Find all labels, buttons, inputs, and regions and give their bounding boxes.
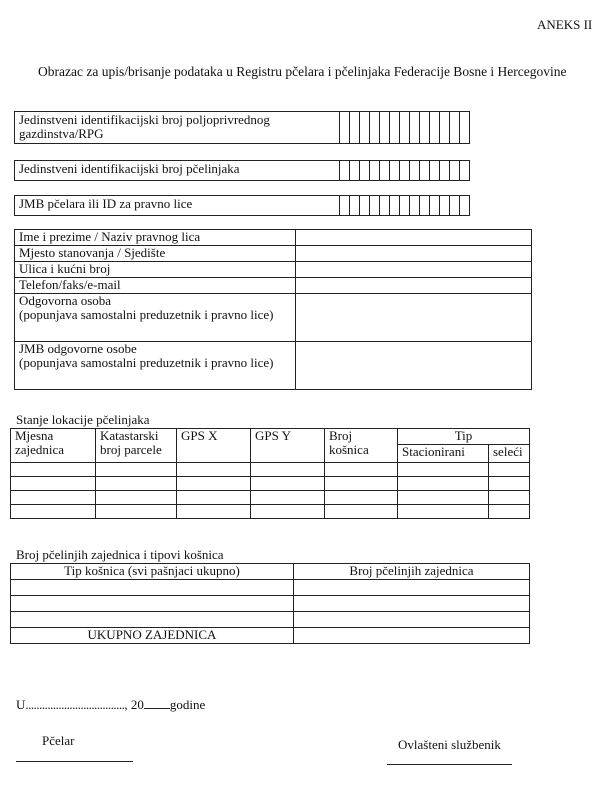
col-stacionirani: Stacionirani xyxy=(398,445,489,463)
jmb-cell[interactable] xyxy=(370,196,380,216)
jmb-cell[interactable] xyxy=(410,196,420,216)
location-section-title: Stanje lokacije pčelinjaka xyxy=(16,412,150,427)
apiary-id-cell[interactable] xyxy=(390,161,400,181)
farm-id-cell[interactable] xyxy=(460,112,470,144)
farm-id-cell[interactable] xyxy=(390,112,400,144)
location-table xyxy=(10,428,530,519)
jmb-label: JMB pčelara ili ID za pravno lice xyxy=(15,196,340,216)
beekeeper-label: Pčelar xyxy=(42,733,75,748)
farm-id-cell[interactable] xyxy=(380,112,390,144)
jmb-cell[interactable] xyxy=(350,196,360,216)
jmb-cell[interactable] xyxy=(360,196,370,216)
apiary-id-cell[interactable] xyxy=(340,161,350,181)
year-field[interactable] xyxy=(144,708,170,709)
farm-id-table xyxy=(14,111,470,144)
table-row xyxy=(11,491,530,505)
table-row xyxy=(11,580,530,596)
street-label: Ulica i kućni broj xyxy=(15,262,296,278)
place-date-line xyxy=(16,697,205,713)
jmb-cell[interactable] xyxy=(390,196,400,216)
col-gps-y: GPS Y xyxy=(251,429,325,463)
total-field[interactable] xyxy=(294,628,530,644)
form-title: Obrazac za upis/brisanje podataka u Registru pčelara i pčelinjaka Federacije Bosne i Hercegovine xyxy=(38,64,567,79)
jmb-cell[interactable] xyxy=(450,196,460,216)
jmb-cell[interactable] xyxy=(380,196,390,216)
apiary-id-table xyxy=(14,160,470,181)
residence-label: Mjesto stanovanja / Sjedište xyxy=(15,246,296,262)
col-gps-x: GPS X xyxy=(177,429,251,463)
table-row xyxy=(11,596,530,612)
total-label: UKUPNO ZAJEDNICA xyxy=(11,628,294,644)
contact-label: Telefon/faks/e-mail xyxy=(15,278,296,294)
farm-id-cell[interactable] xyxy=(350,112,360,144)
col-katastarski: Katastarski broj parcele xyxy=(96,429,177,463)
personal-info-table xyxy=(14,229,532,390)
jmb-cell[interactable] xyxy=(430,196,440,216)
apiary-id-cell[interactable] xyxy=(380,161,390,181)
jmb-cell[interactable] xyxy=(460,196,470,216)
col-colony-count: Broj pčelinjih zajednica xyxy=(294,564,530,580)
responsible-person-label: Odgovorna osoba (popunjava samostalni preduzetnik i pravno lice) xyxy=(15,294,296,342)
residence-field[interactable] xyxy=(296,246,532,262)
table-row xyxy=(11,612,530,628)
place-prefix: U xyxy=(16,697,26,712)
year-suffix: godine xyxy=(169,697,206,712)
farm-id-cell[interactable] xyxy=(440,112,450,144)
street-field[interactable] xyxy=(296,262,532,278)
apiary-id-cell[interactable] xyxy=(440,161,450,181)
table-row xyxy=(11,463,530,477)
annex-label: ANEKS II xyxy=(537,17,593,32)
apiary-id-cell[interactable] xyxy=(350,161,360,181)
farm-id-cell[interactable] xyxy=(400,112,410,144)
apiary-id-label: Jedinstveni identifikacijski broj pčelinjaka xyxy=(15,161,340,181)
official-signature-line[interactable] xyxy=(387,764,512,765)
apiary-id-cell[interactable] xyxy=(420,161,430,181)
colonies-table xyxy=(10,563,530,644)
apiary-id-cell[interactable] xyxy=(460,161,470,181)
apiary-id-cell[interactable] xyxy=(430,161,440,181)
table-row xyxy=(11,505,530,519)
farm-id-cell[interactable] xyxy=(410,112,420,144)
year-prefix: , 20 xyxy=(124,697,144,712)
name-label: Ime i prezime / Naziv pravnog lica xyxy=(15,230,296,246)
colonies-section-title: Broj pčelinjih zajednica i tipovi košnica xyxy=(16,547,224,562)
table-row xyxy=(11,477,530,491)
responsible-jmb-label: JMB odgovorne osobe (popunjava samostalni preduzetnik i pravno lice) xyxy=(15,342,296,390)
jmb-cell[interactable] xyxy=(400,196,410,216)
official-label: Ovlašteni službenik xyxy=(398,737,501,752)
farm-id-cell[interactable] xyxy=(360,112,370,144)
name-field[interactable] xyxy=(296,230,532,246)
apiary-id-cell[interactable] xyxy=(400,161,410,181)
apiary-id-cell[interactable] xyxy=(450,161,460,181)
responsible-person-field[interactable] xyxy=(296,294,532,342)
farm-id-label: Jedinstveni identifikacijski broj poljoprivrednog gazdinstva/RPG xyxy=(15,112,340,144)
contact-field[interactable] xyxy=(296,278,532,294)
farm-id-cell[interactable] xyxy=(430,112,440,144)
farm-id-cell[interactable] xyxy=(450,112,460,144)
farm-id-cell[interactable] xyxy=(340,112,350,144)
jmb-table xyxy=(14,195,470,216)
farm-id-cell[interactable] xyxy=(370,112,380,144)
apiary-id-cell[interactable] xyxy=(410,161,420,181)
jmb-cell[interactable] xyxy=(440,196,450,216)
apiary-id-cell[interactable] xyxy=(360,161,370,181)
beekeeper-signature-line[interactable] xyxy=(16,761,133,762)
col-tip: Tip xyxy=(398,429,530,445)
jmb-cell[interactable] xyxy=(340,196,350,216)
place-field[interactable]: .................................... xyxy=(25,697,125,712)
farm-id-cell[interactable] xyxy=(420,112,430,144)
col-broj: Broj košnica xyxy=(325,429,398,463)
responsible-jmb-field[interactable] xyxy=(296,342,532,390)
col-mjesna: Mjesna zajednica xyxy=(11,429,96,463)
jmb-cell[interactable] xyxy=(420,196,430,216)
col-hive-type: Tip košnica (svi pašnjaci ukupno) xyxy=(11,564,294,580)
col-seleci: seleći xyxy=(489,445,530,463)
apiary-id-cell[interactable] xyxy=(370,161,380,181)
